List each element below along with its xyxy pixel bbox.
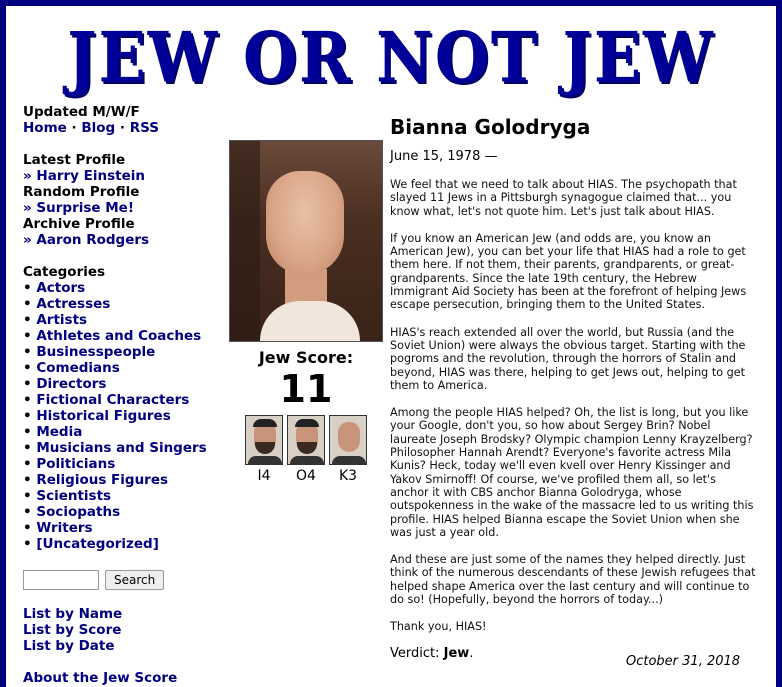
jew-score-label: Jew Score:: [258, 348, 354, 367]
profile-name: Bianna Golodryga: [390, 115, 591, 139]
score-thumb-label: I4: [257, 468, 271, 484]
jew-score-value: 11: [279, 367, 333, 411]
category-link[interactable]: Comedians: [36, 360, 120, 376]
latest-profile-link[interactable]: » Harry Einstein: [23, 168, 145, 184]
birth-date: June 15, 1978 —: [390, 149, 498, 164]
about-jew-score-link[interactable]: About the Jew Score: [23, 670, 178, 686]
category-link[interactable]: Actresses: [36, 296, 111, 312]
list-item: [23, 440, 233, 456]
profile-paragraph: Among the people HIAS helped? Oh, the list is long, but you like your Google, don't you, so how about Sergey Brin? Nobel laureate Joseph Brodsky? Olympic champion Lenny Krayzelberg? Philosopher Hannah Arendt? Everyone's favorite actress Mila Kunis? Heck, today we'll even kvell over Henry Kissinger and Yakov Smirnoff! Of course, we've profiled them all, so let's anchor it with CBS anchor Bianna Golodryga, whose outspokenness in the wake of the massacre led to us writing this profile. HIAS helped Bianna escape the Soviet Union when she was just a year old.: [390, 406, 754, 539]
site-banner[interactable]: [6, 18, 776, 108]
search-input[interactable]: [23, 570, 99, 590]
profile-photo: [229, 140, 383, 342]
category-link[interactable]: Athletes and Coaches: [36, 328, 202, 344]
random-profile-label: Random Profile: [23, 184, 140, 200]
list-item: [23, 360, 233, 376]
nav-separator: ·: [66, 120, 82, 136]
verdict-value: Jew: [443, 645, 470, 661]
category-link[interactable]: Fictional Characters: [36, 392, 190, 408]
score-thumb-label: K3: [338, 468, 358, 484]
nav-separator: ·: [115, 120, 130, 136]
archive-profile-label: Archive Profile: [23, 216, 135, 232]
sidebar: [23, 104, 233, 686]
category-link[interactable]: Businesspeople: [36, 344, 156, 360]
search-form: [23, 570, 233, 590]
category-link[interactable]: Writers: [36, 520, 93, 536]
list-item: [23, 424, 233, 440]
list-item: [23, 536, 233, 552]
top-nav: [23, 120, 233, 136]
category-link[interactable]: Religious Figures: [36, 472, 169, 488]
score-thumb[interactable]: [245, 415, 283, 484]
list-item: [23, 312, 233, 328]
profile-photo-column: [229, 140, 383, 484]
update-schedule: Updated M/W/F: [23, 104, 140, 120]
profile-paragraph: If you know an American Jew (and odds are, you know an American Jew), you can bet your life that HIAS had a role to get them here. If not them, their parents, grandparents, or great-grandparents. Since the late 19th century, the Hebrew Immigrant Aid Society has been at the forefront of helping Jews escape persecution, bringing them to the United States.: [390, 231, 747, 312]
list-item: [23, 392, 233, 408]
nav-home-link[interactable]: Home: [23, 120, 67, 136]
list-item: [23, 328, 233, 344]
score-thumb[interactable]: [329, 415, 367, 484]
categories-heading: Categories: [23, 264, 106, 280]
site-logo-text[interactable]: JEW OR NOT JEW: [67, 16, 715, 99]
profile-content: [390, 114, 758, 661]
category-link[interactable]: Politicians: [36, 456, 116, 472]
score-thumb-label: O4: [296, 468, 316, 484]
nav-rss-link[interactable]: RSS: [129, 120, 159, 136]
page-container: [6, 6, 776, 687]
search-button[interactable]: Search: [105, 570, 164, 590]
verdict-label: Verdict:: [390, 645, 444, 661]
profile-paragraph: We feel that we need to talk about HIAS. The psychopath that slayed 11 Jews in a Pittsburgh synagogue claimed that... you know what, let's not quote him. Let's just talk about HIAS.: [390, 178, 737, 218]
list-item: [23, 408, 233, 424]
list-item: [23, 520, 233, 536]
category-link[interactable]: Actors: [36, 280, 86, 296]
category-link[interactable]: Scientists: [36, 488, 112, 504]
category-link[interactable]: Historical Figures: [36, 408, 171, 424]
verdict-period: .: [469, 645, 474, 661]
category-list: [23, 280, 233, 552]
list-item: [23, 296, 233, 312]
list-by-name-link[interactable]: List by Name: [23, 606, 123, 622]
archive-profile-link[interactable]: » Aaron Rodgers: [23, 232, 150, 248]
list-item: [23, 488, 233, 504]
profile-body: [390, 178, 758, 634]
list-by-date-link[interactable]: List by Date: [23, 638, 115, 654]
list-by-score-link[interactable]: List by Score: [23, 622, 122, 638]
profile-paragraph: Thank you, HIAS!: [390, 620, 487, 634]
category-link[interactable]: Artists: [36, 312, 88, 328]
list-item: [23, 504, 233, 520]
category-link[interactable]: Directors: [36, 376, 107, 392]
list-item: [23, 376, 233, 392]
post-date: October 31, 2018: [626, 654, 741, 669]
score-breakdown: [229, 415, 383, 484]
score-thumb-image[interactable]: [245, 415, 283, 465]
score-thumb-image[interactable]: [287, 415, 325, 465]
latest-profile-label: Latest Profile: [23, 152, 126, 168]
score-thumb[interactable]: [287, 415, 325, 484]
category-link[interactable]: Media: [36, 424, 83, 440]
nav-blog-link[interactable]: Blog: [81, 120, 116, 136]
list-item: [23, 344, 233, 360]
score-thumb-image[interactable]: [329, 415, 367, 465]
list-item: [23, 472, 233, 488]
category-link[interactable]: Sociopaths: [36, 504, 121, 520]
profile-paragraph: HIAS's reach extended all over the world, but Russia (and the Soviet Union) were always the obvious target. Starting with the pogroms and the revolution, through the horrors of Stalin and beyond, HIAS was there, helping to get Jews out, helping to get them to America.: [390, 325, 746, 392]
profile-paragraph: And these are just some of the names they helped directly. Just think of the numerous descendants of these Jewish refugees that helped shape America over the last century and will continue to do so! (Hopefully, beyond the horrors of today...): [390, 553, 756, 607]
list-item: [23, 456, 233, 472]
category-link[interactable]: [Uncategorized]: [36, 536, 159, 552]
list-item: [23, 280, 233, 296]
category-link[interactable]: Musicians and Singers: [36, 440, 207, 456]
random-profile-link[interactable]: » Surprise Me!: [23, 200, 134, 216]
